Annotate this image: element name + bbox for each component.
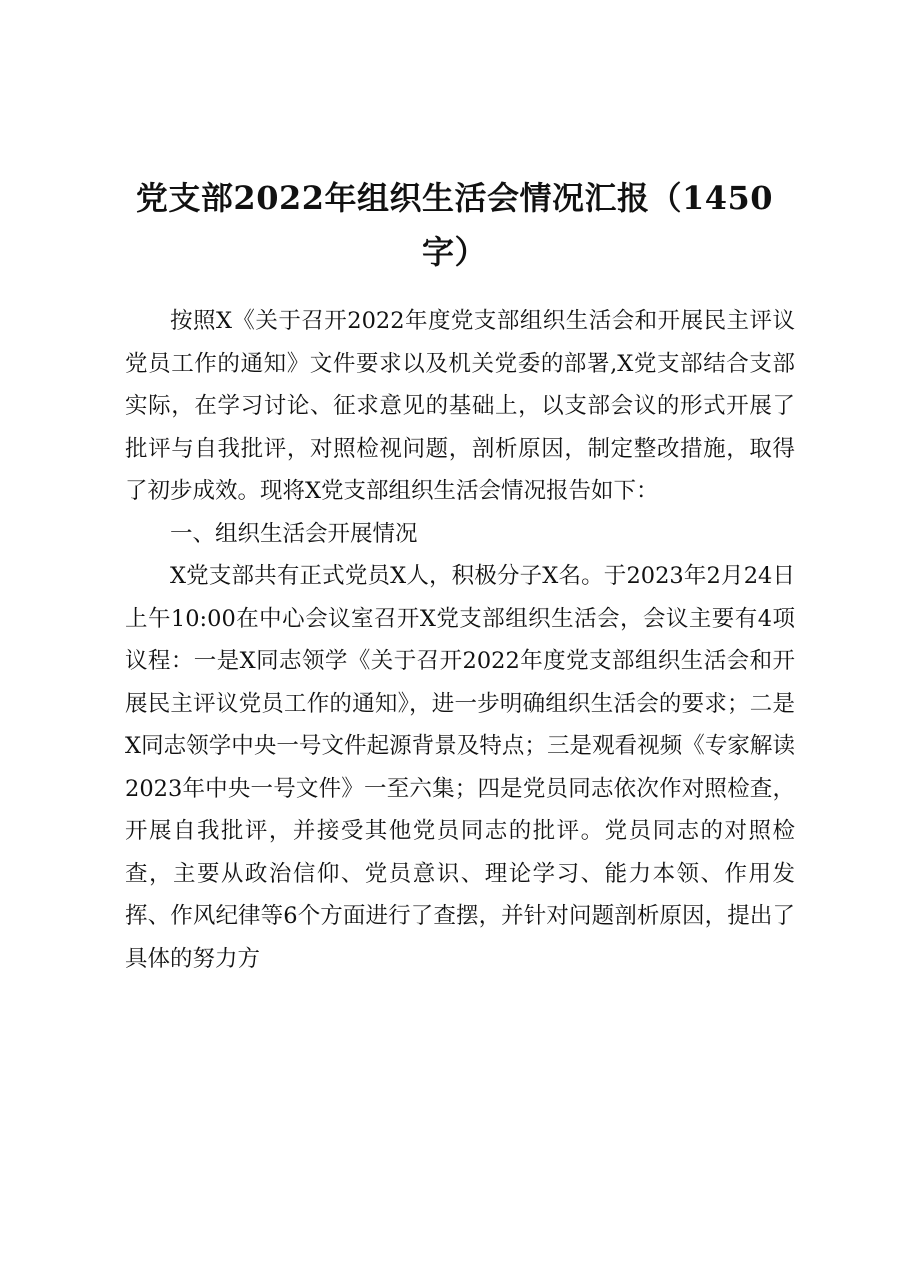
paragraph-intro: 按照X《关于召开2022年度党支部组织生活会和开展民主评议党员工作的通知》文件要求以及机关党委的部署,X党支部结合支部实际，在学习讨论、征求意见的基础上，以支部会议的形式开展了批评与自我批评，对照检视问题，剖析原因，制定整改措施，取得了初步成效。现将X党支部组织生活会情况报告如下： [125, 308, 795, 504]
document-title: 党支部2022年组织生活会情况汇报（1450字） [135, 179, 774, 272]
document-body [125, 300, 795, 980]
section-heading-1: 一、组织生活会开展情况 [170, 520, 418, 547]
paragraph-section-1: X党支部共有正式党员X人，积极分子X名。于2023年2月24日上午10:00在中心会议室召开X党支部组织生活会，会议主要有4项议程：一是X同志领学《关于召开2022年度党支部组织生活会和开展民主评议党员工作的通知》，进一步明确组织生活会的要求；二是X同志领学中央一号文件起源背景及特点；三是观看视频《专家解读2023年中央一号文件》一至六集；四是党员同志依次作对照检查，开展自我批评，并接受其他党员同志的批评。党员同志的对照检查，主要从政治信仰、党员意识、理论学习、能力本领、作用发挥、作风纪律等6个方面进行了查摆，并针对问题剖析原因，提出了具体的努力方 [125, 563, 795, 972]
